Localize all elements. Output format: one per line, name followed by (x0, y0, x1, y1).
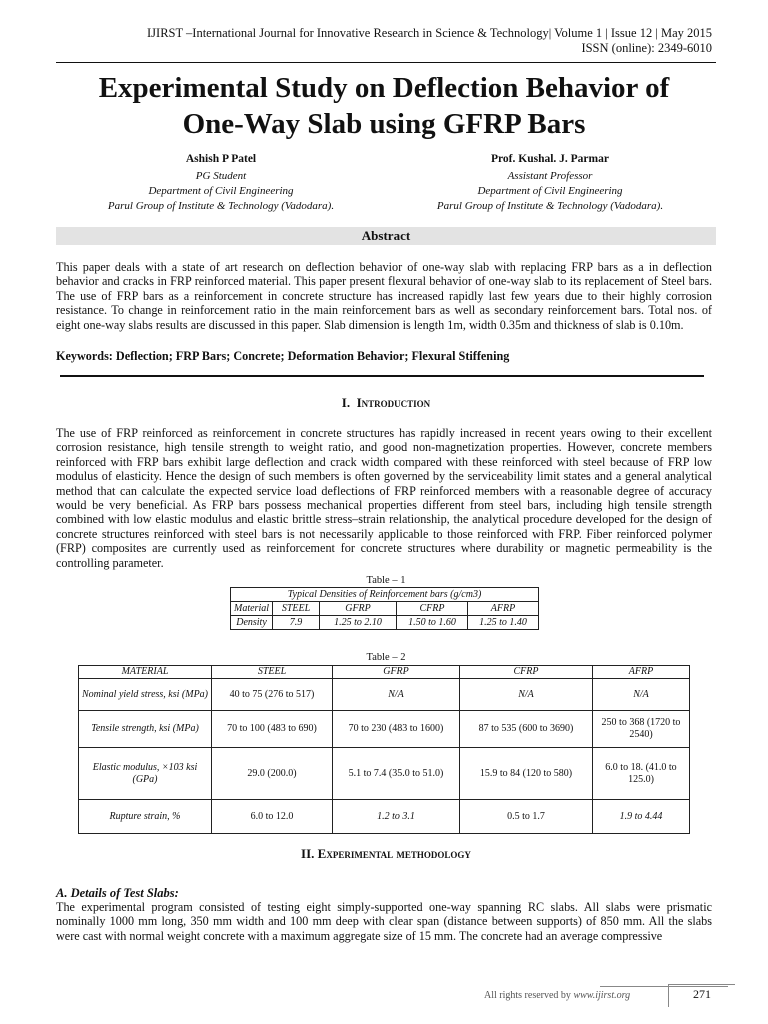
author-name: Ashish P Patel (185, 153, 257, 165)
section-divider (60, 375, 704, 377)
author-2 (385, 152, 715, 214)
table-cell: 6.0 to 18. (41.0 to 125.0) (593, 748, 690, 800)
table-cell: 1.9 to 4.44 (593, 800, 690, 834)
table-row-label: Elastic modulus, ×103 ksi (GPa) (79, 748, 212, 800)
table-cell: 1.25 to 2.10 (320, 616, 397, 630)
table-cell: 1.2 to 3.1 (333, 800, 460, 834)
subsection-heading: A. Details of Test Slabs: (56, 886, 179, 900)
methodology-text: The experimental program consisted of testing eight simply-supported one-way spanning RC slabs. All slabs were prismatic nominally 1000 mm long, 350 mm width and 100 mm deep with clear span (distance between supports) of 850 mm. All the slabs were cast with normal weight concrete with a maximum aggregate size of 15 mm. The concrete had an average compressive (56, 900, 712, 943)
table-cell: 0.5 to 1.7 (460, 800, 593, 834)
section-number: I. (341, 395, 351, 410)
table-header-cell: CFRP (397, 602, 468, 616)
header-rule (56, 62, 716, 63)
journal-name: IJIRST –International Journal for Innovative Research in Science & Technology| Volume 1 | Issue 12 | May 2015 (147, 26, 712, 40)
footer-rights-text: All rights reserved by (484, 990, 574, 1001)
table-row-label: Nominal yield stress, ksi (MPa) (79, 679, 212, 711)
table-cell: 29.0 (200.0) (212, 748, 333, 800)
table-header-cell: Material (231, 602, 273, 616)
table-1-caption: Table – 1 (366, 575, 406, 586)
introduction-text: The use of FRP reinforced as reinforcement in concrete structures has rapidly increased in recent years owing to their excellent corrosion resistance, high tensile strength to weight ratio, and good non-magnetization properties. However, concrete members reinforced with FRP bars exhibit large deflection and crack width compared with these reinforced with steel because of FRP low modulus of elasticity. Hence the design of such members is often governed by the serviceability limit states and a general analytical method that can calculate the expected service load deflections of FRP reinforced members with a reasonable degree of accuracy would be very beneficial. As FRP bars possess mechanical properties different from steel bars, including high tensile strength combined with low elastic modulus and elastic brittle stress–strain relationship, the analytical procedure developed for the design of concrete structures reinforced with steel bars is not necessarily applicable to those reinforced with FRP. Fiber reinforced polymer (FRP) composites are currently used as reinforcement for concrete structures where durability or magnetic permeability is the controlling parameter. (56, 426, 712, 570)
table-header-cell: CFRP (460, 666, 593, 679)
section-title: Experimental methodology (317, 846, 471, 861)
author-1 (56, 152, 386, 214)
table-cell: 1.50 to 1.60 (397, 616, 468, 630)
paper-title (56, 70, 712, 142)
section-2-heading (56, 846, 716, 862)
keywords: Keywords: Deflection; FRP Bars; Concrete; Deformation Behavior; Flexural Stiffening (56, 349, 510, 363)
title-line-2: One-Way Slab using GFRP Bars (182, 108, 586, 140)
table-header-cell: GFRP (320, 602, 397, 616)
author-affiliation: Parul Group of Institute & Technology (Vadodara). (436, 200, 664, 212)
journal-header (147, 26, 712, 56)
table-header-cell: AFRP (593, 666, 690, 679)
table-cell: N/A (333, 679, 460, 711)
table-cell: 15.9 to 84 (120 to 580) (460, 748, 593, 800)
author-department: Department of Civil Engineering (148, 185, 294, 197)
table-cell: 70 to 100 (483 to 690) (212, 711, 333, 748)
table-header-cell: GFRP (333, 666, 460, 679)
table-cell: N/A (593, 679, 690, 711)
table-cell: 87 to 535 (600 to 3690) (460, 711, 593, 748)
section-title: Introduction (356, 395, 431, 410)
table-header-cell: STEEL (212, 666, 333, 679)
page-number: 271 (668, 984, 735, 1007)
table-cell: 70 to 230 (483 to 1600) (333, 711, 460, 748)
table-1 (230, 587, 539, 630)
table-cell: 5.1 to 7.4 (35.0 to 51.0) (333, 748, 460, 800)
section-1-heading (56, 395, 716, 411)
table-cell: 40 to 75 (276 to 517) (212, 679, 333, 711)
author-affiliation: Parul Group of Institute & Technology (Vadodara). (107, 200, 335, 212)
table-cell: 1.25 to 1.40 (468, 616, 539, 630)
table-cell: 7.9 (273, 616, 320, 630)
footer-site-link[interactable]: www.ijirst.org (573, 990, 631, 1001)
table-cell: 250 to 368 (1720 to 2540) (593, 711, 690, 748)
table-row-label: Tensile strength, ksi (MPa) (79, 711, 212, 748)
table-row-label: Rupture strain, % (79, 800, 212, 834)
table-header-cell: AFRP (468, 602, 539, 616)
author-department: Department of Civil Engineering (477, 185, 623, 197)
title-line-1: Experimental Study on Deflection Behavior of (98, 72, 670, 104)
abstract-text: This paper deals with a state of art research on deflection behavior of one-way slab with replacing FRP bars as a in deflection behavior and cracks in FRP reinforced material. This paper present flexural behavior of one-way slab to its replacement of Steel bars. The use of FRP bars as a reinforcement in concrete structure has increased rapidly last few years due to their highly corrosion resistance. To change in reinforcement ratio in the main reinforcement bars as well as secondary reinforcement bars. Total nos. of eight one-way slabs results are discussed in this paper. Slab dimension is length 1m, width 0.35m and thickness of slab is 0.10m. (56, 260, 712, 332)
author-name: Prof. Kushal. J. Parmar (491, 153, 609, 165)
table-header-cell: MATERIAL (79, 666, 212, 679)
section-number: II. (301, 846, 315, 861)
abstract-heading: Abstract (56, 227, 716, 245)
table-cell: 6.0 to 12.0 (212, 800, 333, 834)
author-role: Assistant Professor (507, 170, 593, 182)
table-cell: N/A (460, 679, 593, 711)
table-cell: Density (231, 616, 273, 630)
table-2 (78, 665, 690, 834)
author-role: PG Student (195, 170, 247, 182)
table-2-caption: Table – 2 (366, 652, 406, 663)
table-header-cell: STEEL (273, 602, 320, 616)
table-1-title: Typical Densities of Reinforcement bars (g/cm3) (231, 588, 539, 602)
footer-rights (484, 990, 630, 1001)
issn: ISSN (online): 2349-6010 (581, 41, 712, 55)
